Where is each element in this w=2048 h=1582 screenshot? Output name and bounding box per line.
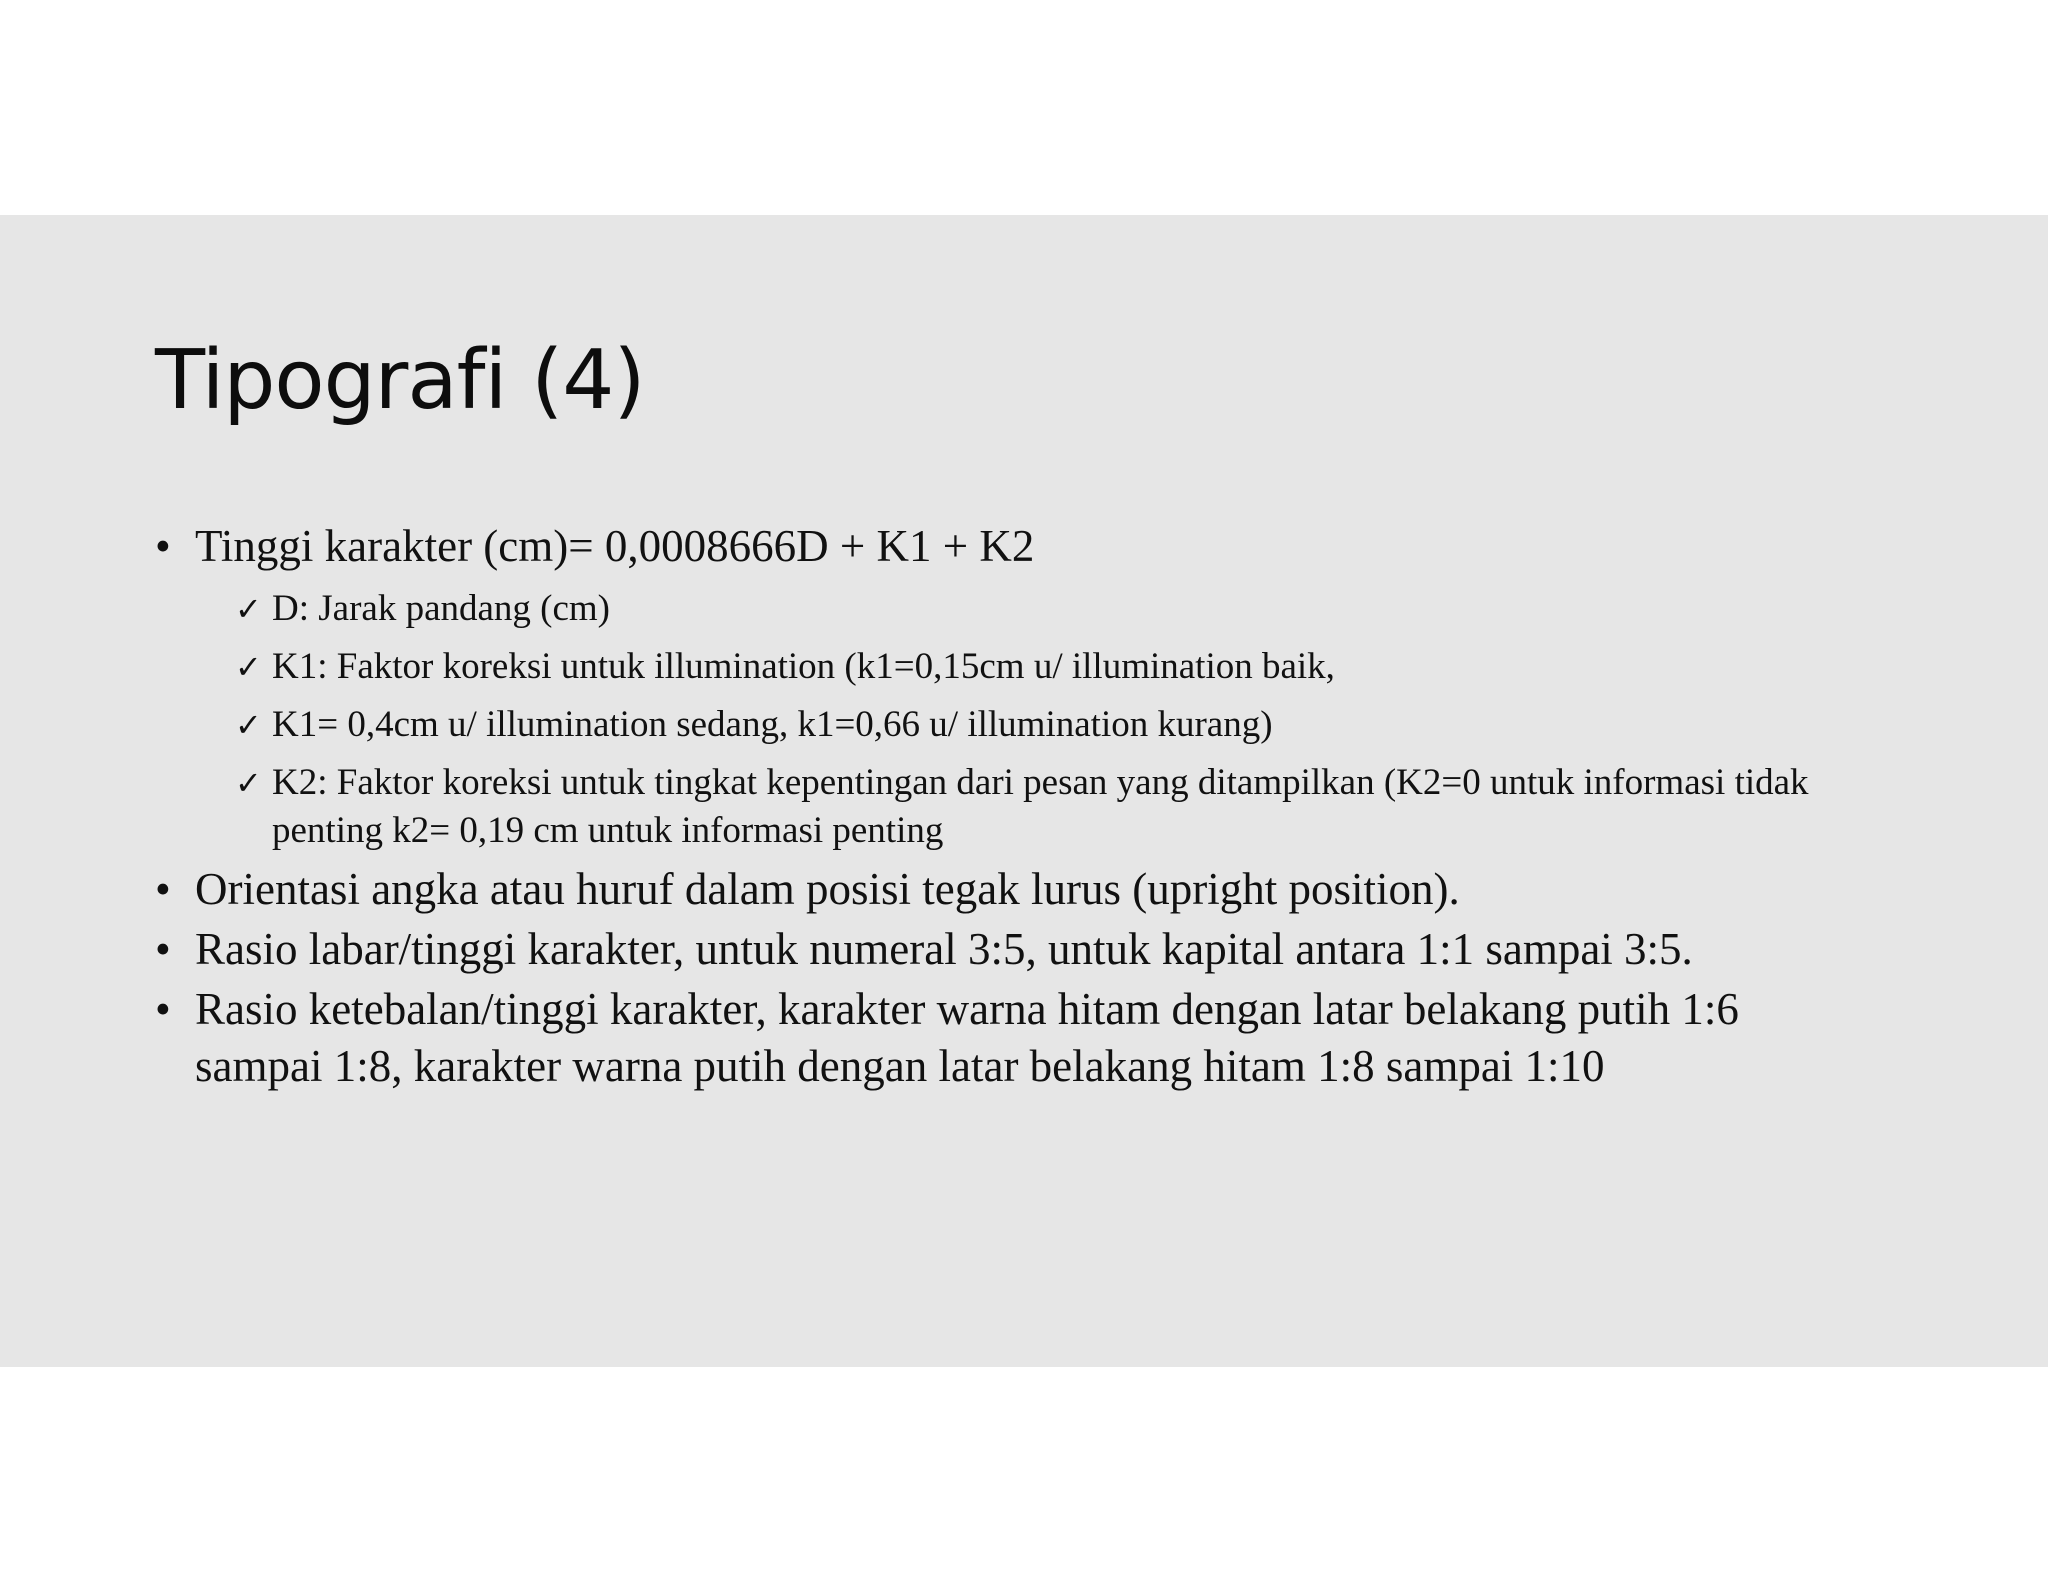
sub-item xyxy=(155,585,1875,633)
sub-item-text: D: Jarak pandang (cm) xyxy=(272,588,611,629)
sub-item-text: K2: Faktor koreksi untuk tingkat kepentingan dari pesan yang ditampilkan (K2=0 untuk informasi tidak penting k2= 0,19 cm untuk informasi penting xyxy=(272,762,1809,851)
bullet-item xyxy=(155,861,1875,918)
bullet-text: Rasio labar/tinggi karakter, untuk numeral 3:5, untuk kapital antara 1:1 sampai 3:5. xyxy=(195,924,1693,974)
slide-content xyxy=(155,515,1875,1095)
sub-item xyxy=(155,759,1875,855)
sub-item xyxy=(155,701,1875,749)
checkmark-icon: ✓ xyxy=(235,590,262,628)
sub-item-text: K1: Faktor koreksi untuk illumination (k1=0,15cm u/ illumination baik, xyxy=(272,646,1335,687)
sub-item-text: K1= 0,4cm u/ illumination sedang, k1=0,66 u/ illumination kurang) xyxy=(272,704,1273,745)
bullet-item xyxy=(155,981,1875,1095)
checkmark-icon: ✓ xyxy=(235,648,262,686)
bullet-item xyxy=(155,518,1875,575)
bullet-text: Tinggi karakter (cm)= 0,0008666D + K1 + K2 xyxy=(195,521,1035,571)
bullet-text: Rasio ketebalan/tinggi karakter, karakter warna hitam dengan latar belakang putih 1:6 sampai 1:8, karakter warna putih dengan latar belakang hitam 1:8 sampai 1:10 xyxy=(195,984,1739,1091)
sub-item xyxy=(155,643,1875,691)
checkmark-icon: ✓ xyxy=(235,706,262,744)
bullet-glyph: • xyxy=(155,864,171,914)
bullet-glyph: • xyxy=(155,984,171,1034)
slide-title: Tipografi (4) xyxy=(155,333,645,428)
bullet-glyph: • xyxy=(155,521,171,571)
sub-list xyxy=(155,585,1875,855)
bullet-text: Orientasi angka atau huruf dalam posisi tegak lurus (upright position). xyxy=(195,864,1460,914)
checkmark-icon: ✓ xyxy=(235,764,262,802)
slide xyxy=(0,215,2048,1367)
bullet-item xyxy=(155,921,1875,978)
bullet-glyph: • xyxy=(155,924,171,974)
